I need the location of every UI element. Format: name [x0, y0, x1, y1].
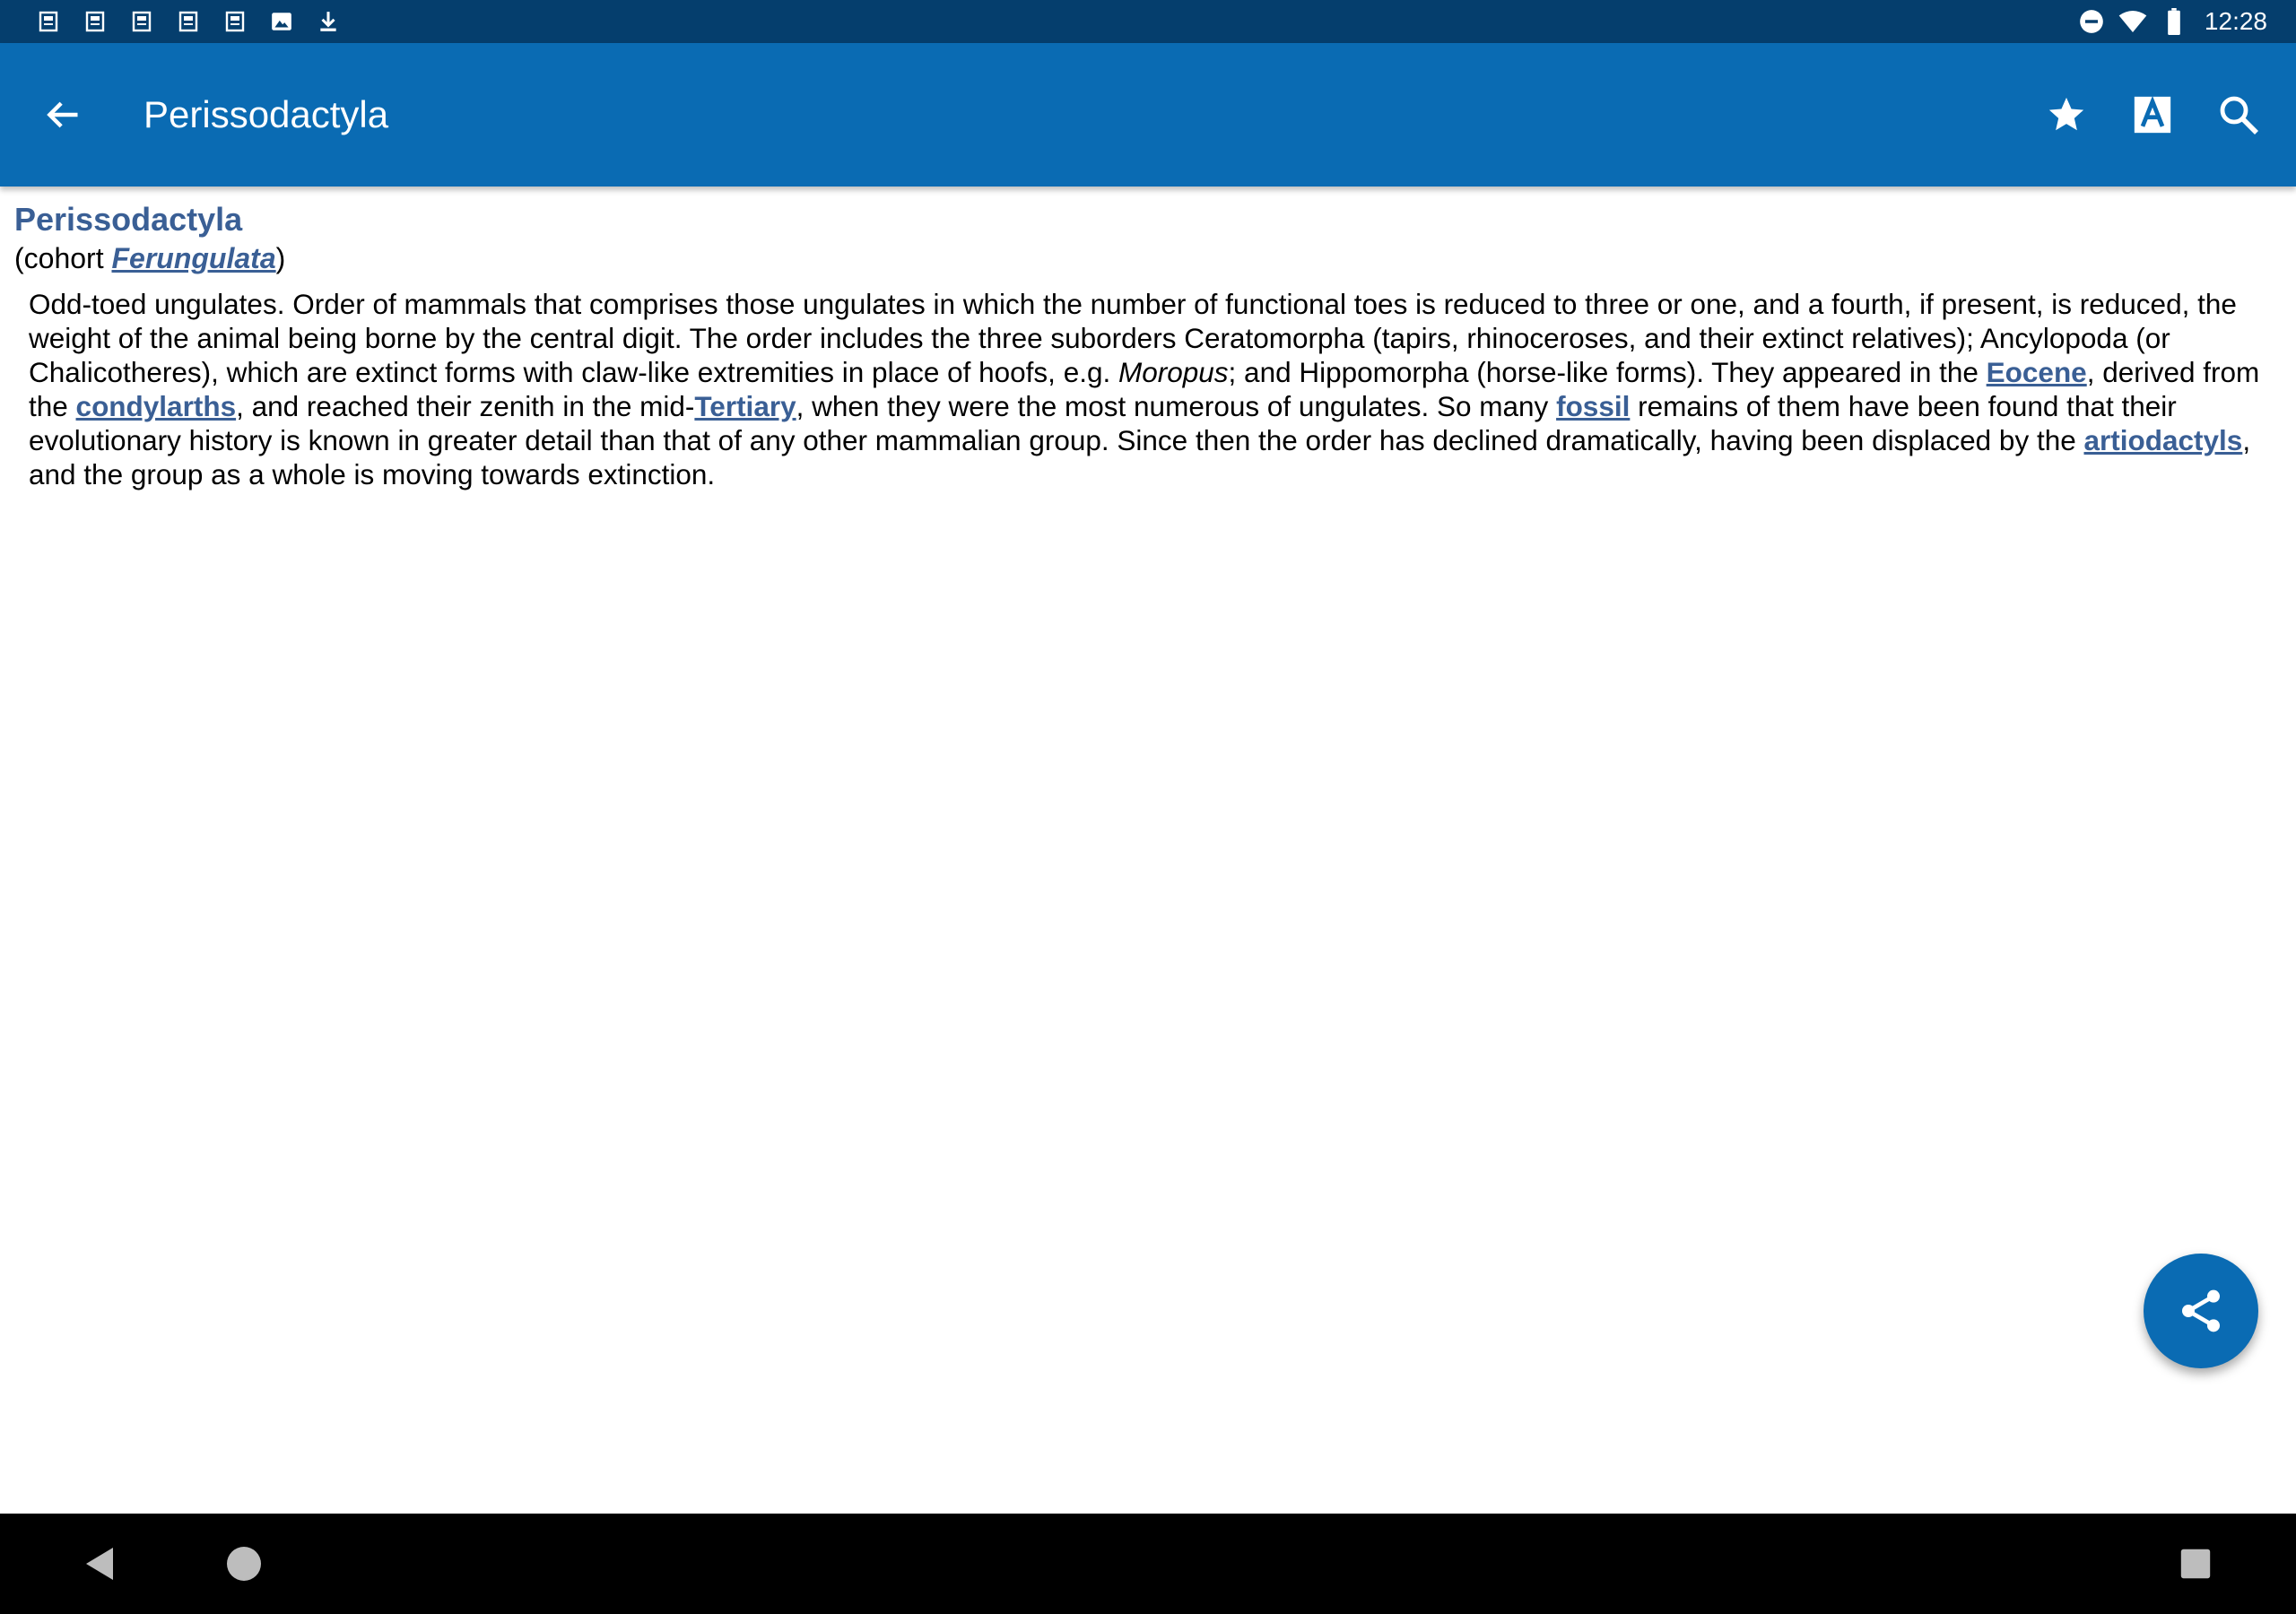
recents-square-icon — [2179, 1548, 2212, 1580]
system-status — [2077, 5, 2267, 38]
body-text: , derived from the — [29, 356, 2260, 422]
image-icon — [267, 7, 296, 36]
news-icon — [34, 7, 63, 36]
entry-title: Perissodactyla — [14, 201, 243, 238]
entry-content — [14, 199, 2282, 491]
arrow-left-icon — [43, 95, 83, 134]
link-eocene[interactable]: Eocene — [1986, 356, 2087, 388]
link-tertiary[interactable]: Tertiary — [694, 390, 796, 422]
status-time: 12:28 — [2204, 7, 2267, 35]
nav-home-button[interactable] — [219, 1539, 269, 1589]
back-triangle-icon — [83, 1546, 118, 1582]
news-icon — [81, 7, 109, 36]
body-text: remains of them have been found that their evolutionary history is known in greater detail than that of any other mammalian group. Since then the order has declined dramatically, having been displaced by the — [29, 390, 2177, 456]
entry-body — [29, 287, 2276, 491]
subtitle-suffix: ) — [275, 242, 286, 274]
nav-recents-button[interactable] — [2170, 1539, 2221, 1589]
favorite-button[interactable] — [2038, 86, 2095, 143]
status-bar — [0, 0, 2296, 43]
app-bar — [0, 43, 2296, 187]
do-not-disturb-icon — [2077, 7, 2106, 36]
share-icon — [2176, 1286, 2226, 1336]
wifi-icon — [2118, 7, 2147, 36]
search-button[interactable] — [2210, 86, 2267, 143]
body-italic-moropus: Moropus — [1118, 356, 1229, 388]
battery-icon — [2160, 7, 2188, 36]
star-icon — [2046, 94, 2087, 135]
subtitle-prefix: (cohort — [14, 242, 112, 274]
link-ferungulata[interactable]: Ferungulata — [111, 242, 276, 274]
font-size-button[interactable] — [2124, 86, 2181, 143]
nav-back-button[interactable] — [75, 1539, 126, 1589]
entry-subtitle — [14, 240, 2282, 276]
page-title: Perissodactyla — [144, 93, 389, 135]
link-condylarths[interactable]: condylarths — [75, 390, 237, 422]
news-icon — [127, 7, 156, 36]
share-fab[interactable] — [2144, 1254, 2258, 1368]
body-text: , and reached their zenith in the mid- — [236, 390, 695, 422]
body-text: Odd-toed ungulates. Order of mammals that comprises those ungulates in which the number of functional toes is reduced to three or one, and a fourth, if present, is reduced, the weight of the animal being borne by the central digit. The order includes the three suborders Ceratomorpha (tapirs, rhinoceroses, and their extinct relatives); Ancylopoda (or Chalicotheres), which are extinct forms with claw-like extremities in place of hoofs, e.g. — [29, 288, 2237, 388]
body-text: , when they were the most numerous of ungulates. So many — [796, 390, 1557, 422]
body-text: , and the group as a whole is moving towards extinction. — [29, 424, 2251, 490]
news-icon — [174, 7, 203, 36]
back-button[interactable] — [34, 86, 91, 143]
download-icon — [314, 7, 343, 36]
system-nav-bar — [0, 1514, 2296, 1614]
body-text: ; and Hippomorpha (horse-like forms). They appeared in the — [1228, 356, 1987, 388]
news-icon — [221, 7, 249, 36]
font-size-icon — [2133, 95, 2172, 134]
link-artiodactyls[interactable]: artiodactyls — [2083, 424, 2243, 456]
search-icon — [2217, 93, 2260, 136]
notification-icons — [34, 7, 361, 36]
home-circle-icon — [226, 1546, 262, 1582]
link-fossil[interactable]: fossil — [1556, 390, 1631, 422]
